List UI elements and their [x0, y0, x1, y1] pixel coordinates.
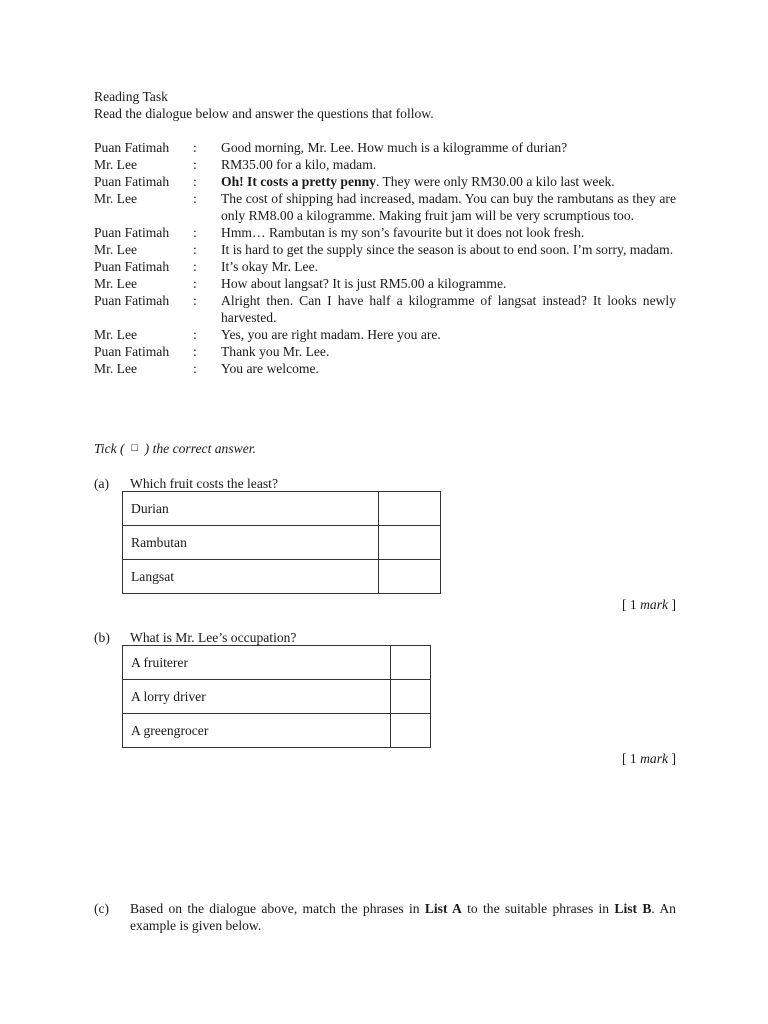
- option-label: Langsat: [123, 560, 379, 594]
- dialogue-text-part: How about langsat? It is just RM5.00 a kilogramme.: [221, 276, 507, 291]
- dialogue-text-part: You are welcome.: [221, 361, 319, 376]
- question-text: What is Mr. Lee’s occupation?: [130, 630, 297, 645]
- option-label: A fruiterer: [123, 646, 391, 680]
- dialogue-text-part: It is hard to get the supply since the season is about to end soon. I’m sorry, madam.: [221, 242, 674, 257]
- dialogue-line: [94, 360, 676, 377]
- option-row: [123, 526, 441, 560]
- dialogue-text: [221, 173, 676, 190]
- dialogue-line: [94, 156, 676, 173]
- dialogue-text-part: Yes, you are right madam. Here you are.: [221, 327, 441, 342]
- speaker-colon: :: [193, 361, 197, 376]
- option-label: A greengrocer: [123, 714, 391, 748]
- speaker-colon: :: [193, 276, 197, 291]
- tick-instruction-prefix: Tick (: [94, 441, 125, 456]
- mark-suffix: ]: [668, 597, 676, 612]
- reading-task-header: [94, 88, 676, 122]
- dialogue-text: [221, 258, 676, 275]
- dialogue-text: [221, 275, 676, 292]
- tick-box[interactable]: [391, 646, 431, 680]
- question-label: (b): [94, 630, 110, 645]
- dialogue-text: [221, 139, 676, 156]
- option-row: [123, 560, 441, 594]
- question-text-part: . An example is given below.: [130, 901, 676, 933]
- dialogue-line: [94, 275, 676, 292]
- mark-word: mark: [640, 597, 669, 612]
- options-table-b: [122, 645, 431, 748]
- question-text-part: to the suitable phrases in: [461, 901, 615, 916]
- question-label: (a): [94, 476, 110, 491]
- dialogue-text-part: It’s okay Mr. Lee.: [221, 259, 319, 274]
- question-text: Which fruit costs the least?: [130, 476, 278, 491]
- tick-box[interactable]: [379, 560, 441, 594]
- speaker-name: Puan Fatimah: [94, 259, 170, 274]
- question-label: (c): [94, 901, 110, 916]
- dialogue-line: [94, 241, 676, 258]
- option-row: [123, 680, 431, 714]
- dialogue-line: [94, 292, 676, 326]
- speaker-name: Puan Fatimah: [94, 225, 170, 240]
- list-b-label: List B: [614, 901, 652, 916]
- dialogue-text-part: Thank you Mr. Lee.: [221, 344, 330, 359]
- speaker-name: Mr. Lee: [94, 242, 138, 257]
- option-row: [123, 714, 431, 748]
- mark-prefix: [ 1: [621, 751, 641, 766]
- dialogue-text-part: Hmm… Rambutan is my son’s favourite but it does not look fresh.: [221, 225, 585, 240]
- list-a-label: List A: [424, 901, 462, 916]
- dialogue-line: [94, 343, 676, 360]
- speaker-name: Mr. Lee: [94, 361, 138, 376]
- speaker-colon: :: [193, 293, 197, 308]
- task-title: Reading Task: [94, 89, 168, 104]
- tick-instruction-suffix: ) the correct answer.: [144, 441, 256, 456]
- speaker-colon: :: [193, 344, 197, 359]
- speaker-colon: :: [193, 157, 197, 172]
- question-text: [130, 900, 676, 934]
- speaker-name: Mr. Lee: [94, 276, 138, 291]
- mark-b: [622, 750, 676, 767]
- tick-box[interactable]: [379, 526, 441, 560]
- speaker-name: Puan Fatimah: [94, 140, 170, 155]
- option-label: Durian: [123, 492, 379, 526]
- speaker-colon: :: [193, 259, 197, 274]
- dialogue-text: [221, 292, 676, 326]
- tick-box[interactable]: [391, 714, 431, 748]
- speaker-colon: :: [193, 191, 197, 206]
- dialogue-text-part: Good morning, Mr. Lee. How much is a kilogramme of durian?: [221, 140, 568, 155]
- dialogue-text: [221, 241, 676, 258]
- mark-a: [622, 596, 676, 613]
- tick-box[interactable]: [379, 492, 441, 526]
- speaker-colon: :: [193, 140, 197, 155]
- speaker-name: Mr. Lee: [94, 157, 138, 172]
- speaker-name: Puan Fatimah: [94, 344, 170, 359]
- dialogue-text-part: The cost of shipping had increased, madam. You can buy the rambutans as they are only RM8.00 a kilogramme. Making fruit jam will be very scrumptious too.: [221, 191, 676, 223]
- dialogue-text: [221, 360, 676, 377]
- dialogue-line: [94, 173, 676, 190]
- dialogue-line: [94, 326, 676, 343]
- speaker-colon: :: [193, 225, 197, 240]
- dialogue-text: [221, 190, 676, 224]
- dialogue-text-part: Alright then. Can I have half a kilogramme of langsat instead? It looks newly harvested.: [221, 293, 676, 325]
- speaker-colon: :: [193, 327, 197, 342]
- speaker-name: Puan Fatimah: [94, 174, 170, 189]
- dialogue-line: [94, 224, 676, 241]
- option-label: Rambutan: [123, 526, 379, 560]
- dialogue-line: [94, 258, 676, 275]
- dialogue-line: [94, 190, 676, 224]
- dialogue-text-part: RM35.00 for a kilo, madam.: [221, 157, 377, 172]
- dialogue-text: [221, 156, 676, 173]
- options-table-a: [122, 491, 441, 594]
- tick-instruction: [94, 440, 256, 457]
- question-text-part: Based on the dialogue above, match the phrases in: [130, 901, 425, 916]
- mark-word: mark: [640, 751, 669, 766]
- dialogue-text: [221, 343, 676, 360]
- speaker-name: Mr. Lee: [94, 191, 138, 206]
- emphasized-phrase: Oh! It costs a pretty penny: [221, 174, 376, 189]
- dialogue-text: [221, 224, 676, 241]
- dialogue-text: [221, 326, 676, 343]
- tick-box[interactable]: [391, 680, 431, 714]
- task-instruction: Read the dialogue below and answer the questions that follow.: [94, 106, 434, 121]
- option-row: [123, 492, 441, 526]
- option-row: [123, 646, 431, 680]
- dialogue-line: [94, 139, 676, 156]
- option-label: A lorry driver: [123, 680, 391, 714]
- mark-prefix: [ 1: [621, 597, 641, 612]
- speaker-name: Mr. Lee: [94, 327, 138, 342]
- speaker-colon: :: [193, 242, 197, 257]
- speaker-name: Puan Fatimah: [94, 293, 170, 308]
- tick-box-icon: ☐: [130, 443, 139, 453]
- mark-suffix: ]: [668, 751, 676, 766]
- dialogue-text-part: . They were only RM30.00 a kilo last week.: [375, 174, 615, 189]
- dialogue: [94, 139, 676, 377]
- speaker-colon: :: [193, 174, 197, 189]
